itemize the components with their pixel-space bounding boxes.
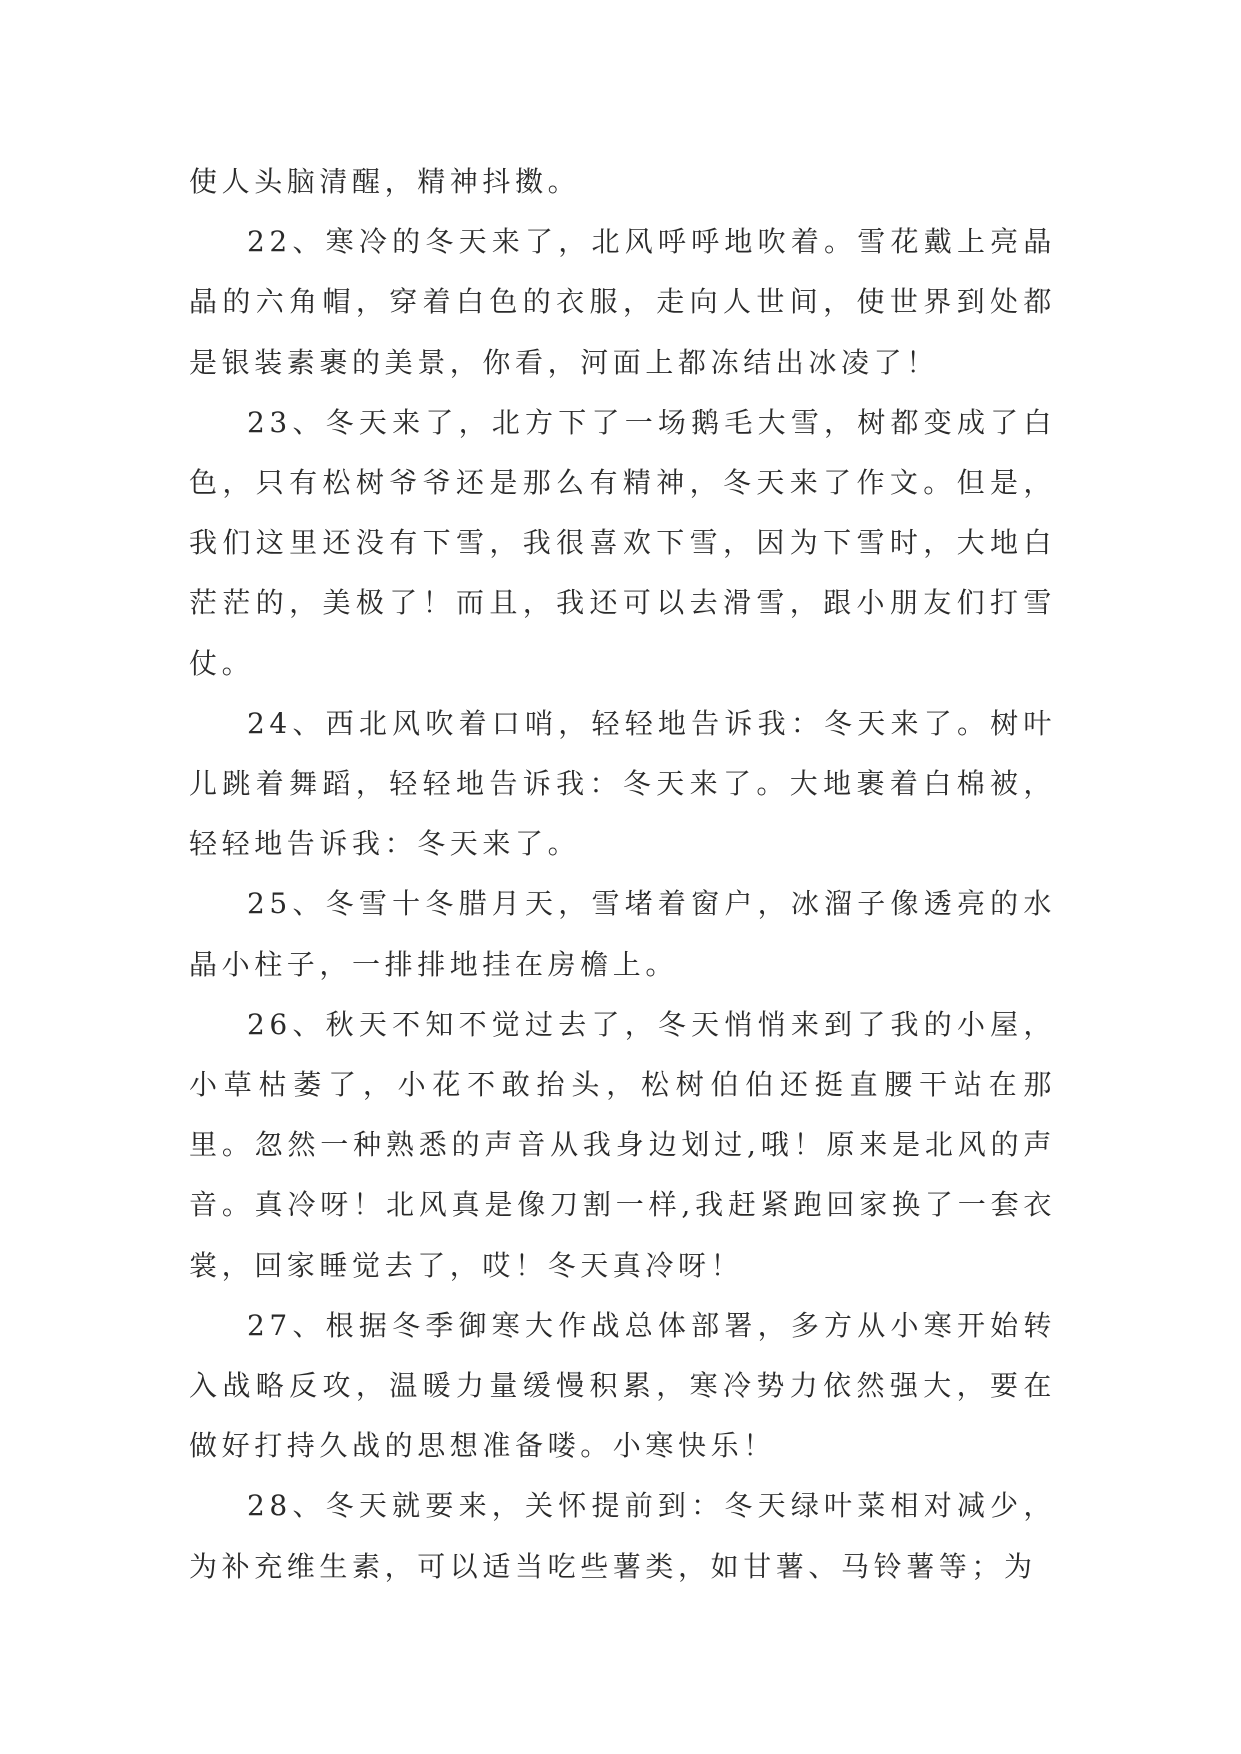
paragraph-item-28: 28、冬天就要来，关怀提前到：冬天绿叶菜相对减少，为补充维生素，可以适当吃些薯类，如甘薯、马铃薯等；为 bbox=[189, 1489, 1056, 1583]
paragraph-item-27: 27、根据冬季御寒大作战总体部署，多方从小寒开始转入战略反攻，温暖力量缓慢积累，寒冷势力依然强大，要在做好打持久战的思想准备喽。小寒快乐！ bbox=[189, 1308, 1056, 1463]
paragraph-item-24: 24、西北风吹着口哨，轻轻地告诉我：冬天来了。树叶儿跳着舞蹈，轻轻地告诉我：冬天来了。大地裹着白棉被，轻轻地告诉我：冬天来了。 bbox=[189, 706, 1056, 861]
paragraph-item-22: 22、寒冷的冬天来了，北风呼呼地吹着。雪花戴上亮晶晶的六角帽，穿着白色的衣服，走向人世间，使世界到处都是银装素裹的美景，你看，河面上都冻结出冰凌了！ bbox=[189, 225, 1056, 379]
paragraph-item-25: 25、冬雪十冬腊月天，雪堵着窗户，冰溜子像透亮的水晶小柱子，一排排地挂在房檐上。 bbox=[189, 887, 1056, 981]
paragraph-item-23: 23、冬天来了，北方下了一场鹅毛大雪，树都变成了白色，只有松树爷爷还是那么有精神，冬天来了作文。但是，我们这里还没有下雪，我很喜欢下雪，因为下雪时，大地白茫茫的，美极了！而且，我还可以去滑雪，跟小朋友们打雪仗。 bbox=[189, 405, 1056, 680]
paragraph-item-26: 26、秋天不知不觉过去了，冬天悄悄来到了我的小屋，小草枯萎了，小花不敢抬头，松树伯伯还挺直腰干站在那里。忽然一种熟悉的声音从我身边划过,哦！原来是北风的声音。真冷呀！北风真是像刀割一样,我赶紧跑回家换了一套衣裳，回家睡觉去了，哎！冬天真冷呀！ bbox=[189, 1007, 1056, 1282]
document-body bbox=[189, 152, 1056, 1597]
paragraph-continuation: 使人头脑清醒，精神抖擞。 bbox=[189, 165, 581, 198]
